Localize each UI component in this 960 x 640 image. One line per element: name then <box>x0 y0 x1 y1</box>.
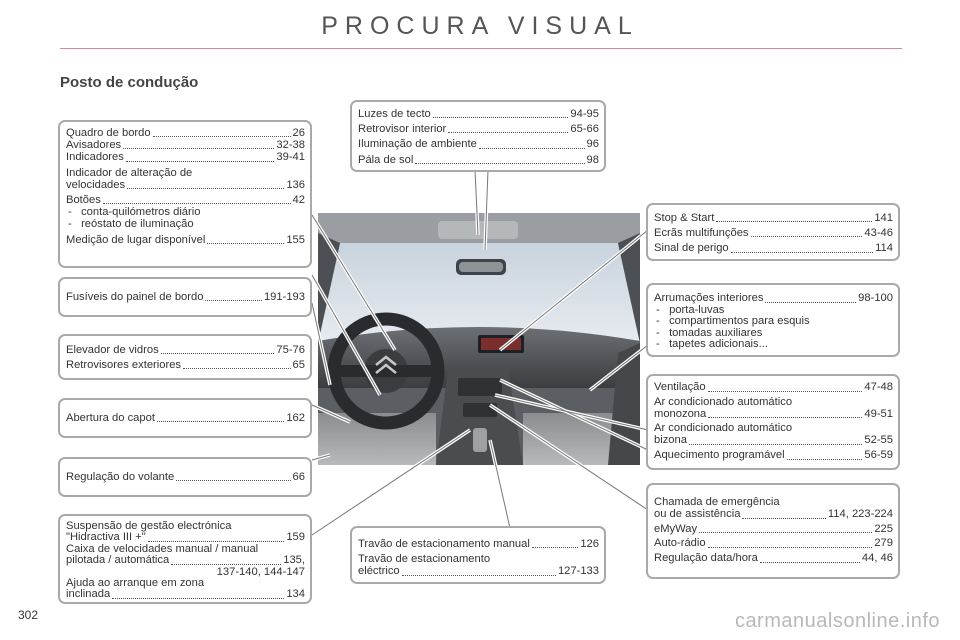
entry-date-time: Regulação data/hora 44, 46 <box>654 552 893 565</box>
windows-box <box>58 334 312 380</box>
subitem-ski-compartments: - compartimentos para esquis <box>654 316 893 328</box>
section-title: Posto de condução <box>60 74 199 91</box>
subitem-aux-sockets: - tomadas auxiliares <box>654 328 893 340</box>
dashboard-box <box>58 120 312 268</box>
entry-stop-start: Stop & Start 141 <box>654 212 893 224</box>
entry-bonnet-opening: Abertura do capot 162 <box>66 412 305 424</box>
subitem-glovebox: - porta-luvas <box>654 305 893 317</box>
entry-indicators: Indicadores 39-41 <box>66 151 305 164</box>
storage-box <box>646 283 900 357</box>
entry-ambient-lighting: Iluminação de ambiente 96 <box>358 138 599 151</box>
entry-single-zone-ac: monozona 49-51 <box>654 407 893 420</box>
entry-suspension-line1: Suspensão de gestão electrónica <box>66 520 232 532</box>
entry-single-zone-line1: Ar condicionado automático <box>654 395 793 408</box>
entry-steering-adjust: Regulação do volante 66 <box>66 471 305 483</box>
entry-electric-parking-brake: eléctrico 127-133 <box>358 565 599 578</box>
ventilation-box <box>646 374 900 470</box>
entry-interior-mirror: Retrovisor interior 65-66 <box>358 123 599 136</box>
title-rule <box>60 48 902 49</box>
entry-hill-start-line1: Ajuda ao arranque em zona <box>66 577 205 590</box>
entry-manual-parking-brake: Travão de estacionamento manual 126 <box>358 538 599 550</box>
entry-multifunction-screens: Ecrãs multifunções 43-46 <box>654 227 893 240</box>
entry-dashboard-fuses: Fusíveis do painel de bordo 191-193 <box>66 291 305 303</box>
entry-emergency-line1: Chamada de emergência <box>654 496 780 508</box>
ceiling-box <box>350 100 606 172</box>
entry-emyway: eMyWay 225 <box>654 522 893 535</box>
entry-gearbox: pilotada / automática 135, <box>66 554 305 567</box>
entry-space-measurement: Medição de lugar disponível 155 <box>66 233 305 246</box>
steering-box <box>58 457 312 497</box>
subitem-floor-mats: - tapetes adicionais... <box>654 339 893 351</box>
subitem-trip-odometer: - conta-quilómetros diário <box>66 206 305 218</box>
entry-programmable-heating: Aquecimento programável 56-59 <box>654 448 893 461</box>
entry-electric-parking-line1: Travão de estacionamento <box>358 553 491 566</box>
entry-hill-start: inclinada 134 <box>66 588 305 601</box>
entry-gear-indicator: velocidades 136 <box>66 178 305 191</box>
page-number: 302 <box>18 608 39 622</box>
stop-start-box <box>646 203 900 261</box>
subitem-lighting-dimmer: - reóstato de iluminação <box>66 218 305 230</box>
entry-gear-indicator-line1: Indicador de alteração de <box>66 166 193 179</box>
cockpit-illustration <box>318 213 640 465</box>
entry-interior-storage: Arrumações interiores 98-100 <box>654 292 893 304</box>
entry-emergency-call: ou de assistência 114, 223-224 <box>654 507 893 520</box>
entry-audio-system: Auto-rádio 279 <box>654 537 893 550</box>
entry-door-mirrors: Retrovisores exteriores 65 <box>66 359 305 372</box>
entry-sun-visor: Pála de sol 98 <box>358 153 599 166</box>
entry-hazard-lights: Sinal de perigo 114 <box>654 242 893 255</box>
entry-gearbox-pages: 137-140, 144-147 <box>216 565 305 578</box>
parking-brake-box <box>350 526 606 584</box>
entry-instrument-panel: Quadro de bordo 26 <box>66 127 305 139</box>
entry-suspension: "Hidractiva III +" 159 <box>66 531 305 544</box>
page-title: PROCURA VISUAL <box>321 12 639 40</box>
entry-dual-zone-line1: Ar condicionado automático <box>654 422 793 435</box>
entry-dual-zone-ac: bizona 52-55 <box>654 434 893 447</box>
entry-gearbox-line1: Caixa de velocidades manual / manual <box>66 542 259 555</box>
emergency-box <box>646 483 900 579</box>
entry-warning-lamps: Avisadores 32-38 <box>66 139 305 152</box>
entry-ventilation: Ventilação 47-48 <box>654 381 893 393</box>
bonnet-box <box>58 398 312 438</box>
watermark: carmanualsonline.info <box>734 610 940 632</box>
entry-electric-windows: Elevador de vidros 75-76 <box>66 344 305 356</box>
fuses-box <box>58 277 312 317</box>
entry-courtesy-lights: Luzes de tecto 94-95 <box>358 108 599 120</box>
entry-buttons: Botões 42 <box>66 194 305 207</box>
suspension-box <box>58 514 312 604</box>
